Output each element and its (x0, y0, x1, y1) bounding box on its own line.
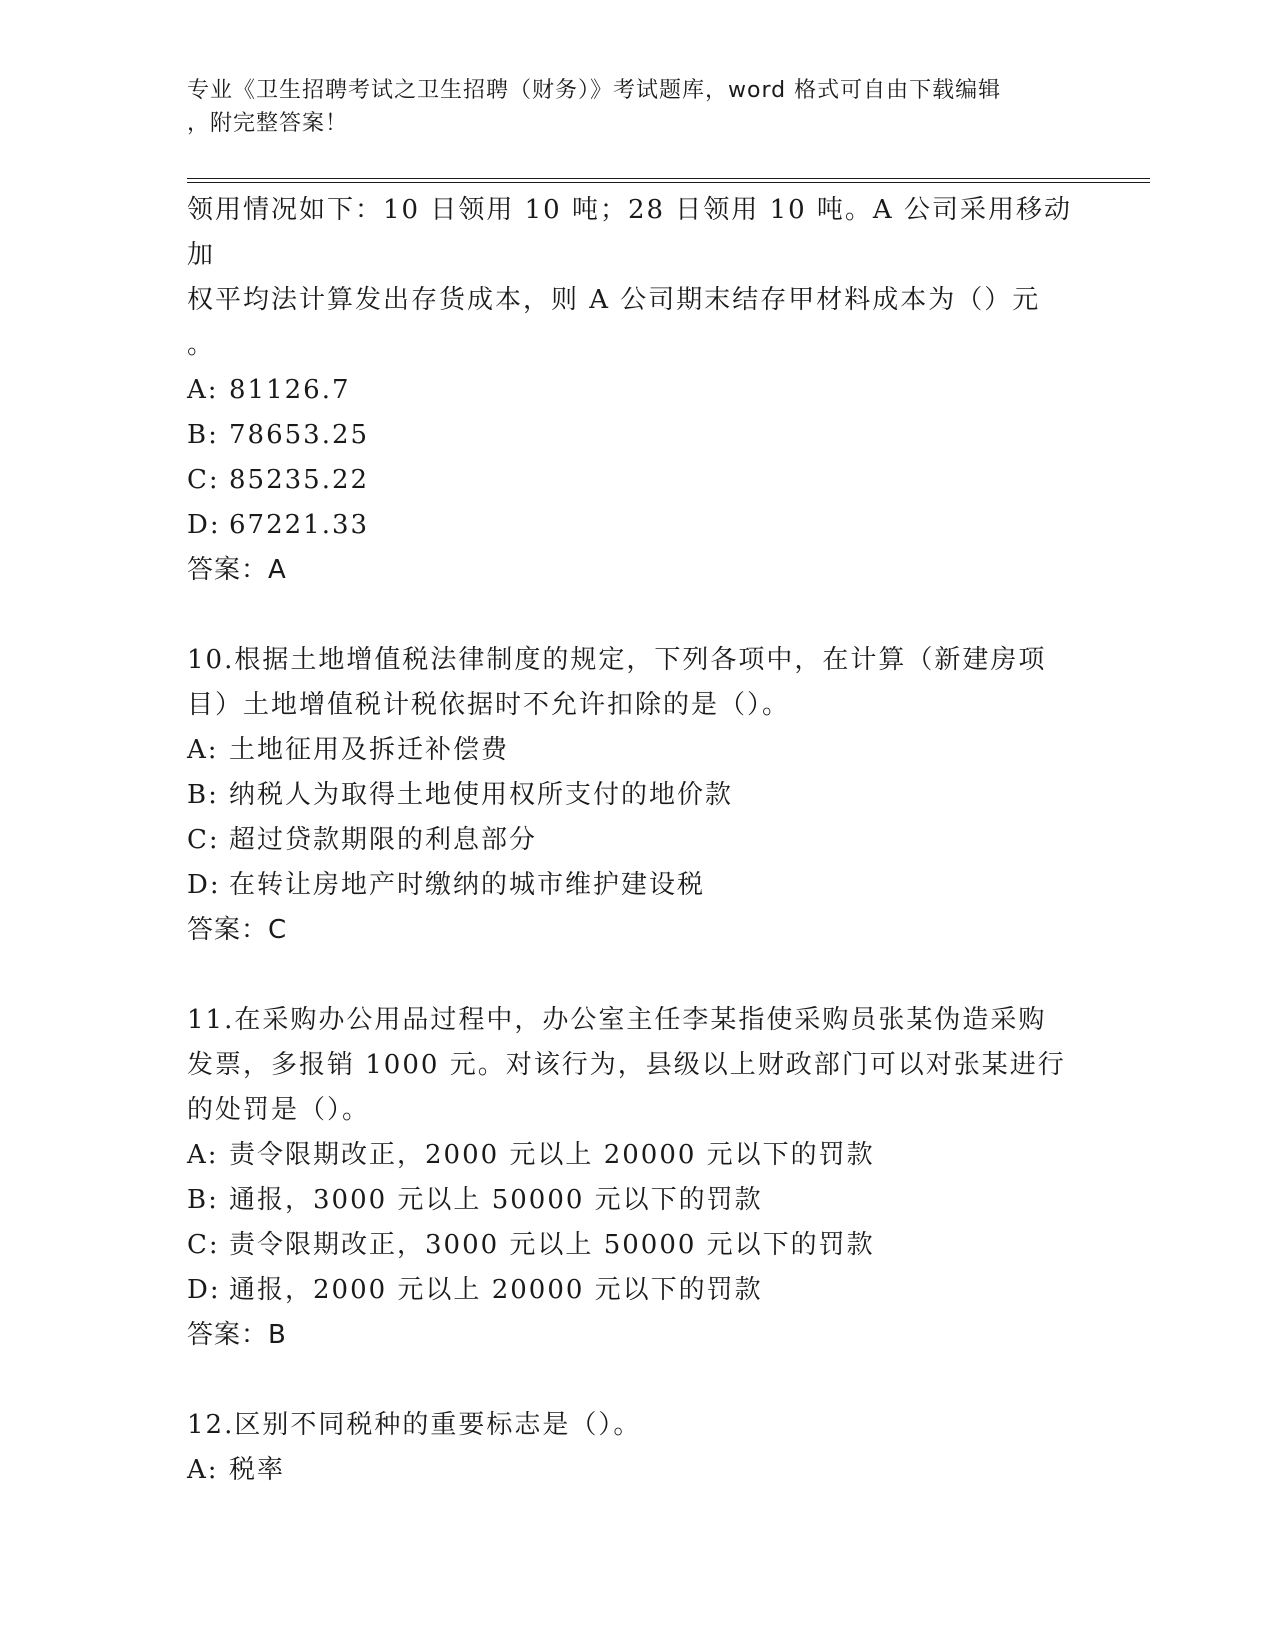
option-letter: D: (187, 510, 221, 540)
option-letter: B: (187, 420, 219, 450)
question-line: 10.根据土地增值税法律制度的规定，下列各项中，在计算（新建房项 (187, 645, 1047, 675)
option-letter: A: (187, 375, 219, 405)
question-line: 11.在采购办公用品过程中，办公室主任李某指使采购员张某伪造采购 (187, 1005, 1047, 1035)
question-line: 。 (187, 330, 216, 360)
header-line-1: 专业《卫生招聘考试之卫生招聘（财务）》考试题库，word 格式可自由下载编辑 (187, 78, 1002, 103)
option-text: 在转让房地产时缴纳的城市维护建设税 (229, 870, 706, 900)
option-text: 责令限期改正，3000 元以上 50000 元以下的罚款 (229, 1230, 875, 1260)
option-letter: A: (187, 1455, 219, 1485)
option-a (187, 368, 1087, 413)
question-line: 发票，多报销 1000 元。对该行为，县级以上财政部门可以对张某进行 (187, 1050, 1066, 1080)
option-text: 超过贷款期限的利息部分 (229, 825, 538, 855)
option-b (187, 773, 1087, 818)
option-letter: C: (187, 825, 220, 855)
header-divider (187, 178, 1150, 183)
option-text: 85235.22 (229, 465, 370, 495)
option-letter: C: (187, 465, 220, 495)
option-text: 通报，2000 元以上 20000 元以下的罚款 (229, 1275, 763, 1305)
question-block (187, 188, 1087, 593)
option-letter: A: (187, 735, 219, 765)
option-c (187, 1223, 1087, 1268)
option-letter: A: (187, 1140, 219, 1170)
answer-line: 答案：C (187, 915, 288, 945)
question-list (187, 188, 1087, 1538)
option-letter: B: (187, 780, 219, 810)
option-d (187, 503, 1087, 548)
question-line: 领用情况如下：10 日领用 10 吨；28 日领用 10 吨。A 公司采用移动加 (187, 195, 1072, 270)
question-line: 目）土地增值税计税依据时不允许扣除的是（）。 (187, 690, 791, 720)
header-line-2: ，附完整答案！ (187, 111, 349, 136)
option-letter: D: (187, 870, 221, 900)
option-b (187, 413, 1087, 458)
option-b (187, 1178, 1087, 1223)
question-block (187, 1403, 1087, 1493)
question-line: 的处罚是（）。 (187, 1095, 371, 1125)
option-letter: B: (187, 1185, 219, 1215)
option-c (187, 818, 1087, 863)
option-text: 67221.33 (229, 510, 370, 540)
option-a (187, 1133, 1087, 1178)
option-d (187, 863, 1087, 908)
option-letter: D: (187, 1275, 221, 1305)
option-d (187, 1268, 1087, 1313)
question-block (187, 998, 1087, 1358)
question-line: 12.区别不同税种的重要标志是（）。 (187, 1410, 642, 1440)
question-line: 权平均法计算发出存货成本，则 A 公司期末结存甲材料成本为（）元 (187, 285, 1041, 315)
option-text: 通报，3000 元以上 50000 元以下的罚款 (229, 1185, 763, 1215)
option-a (187, 728, 1087, 773)
option-text: 78653.25 (229, 420, 370, 450)
option-letter: C: (187, 1230, 220, 1260)
option-text: 81126.7 (229, 375, 351, 405)
option-text: 纳税人为取得土地使用权所支付的地价款 (229, 780, 734, 810)
question-block (187, 638, 1087, 953)
option-text: 税率 (229, 1455, 286, 1485)
answer-line: 答案：B (187, 1320, 287, 1350)
document-header (187, 74, 1077, 140)
answer-line: 答案：A (187, 555, 287, 585)
option-text: 土地征用及拆迁补偿费 (229, 735, 510, 765)
option-a (187, 1448, 1087, 1493)
option-c (187, 458, 1087, 503)
option-text: 责令限期改正，2000 元以上 20000 元以下的罚款 (229, 1140, 875, 1170)
